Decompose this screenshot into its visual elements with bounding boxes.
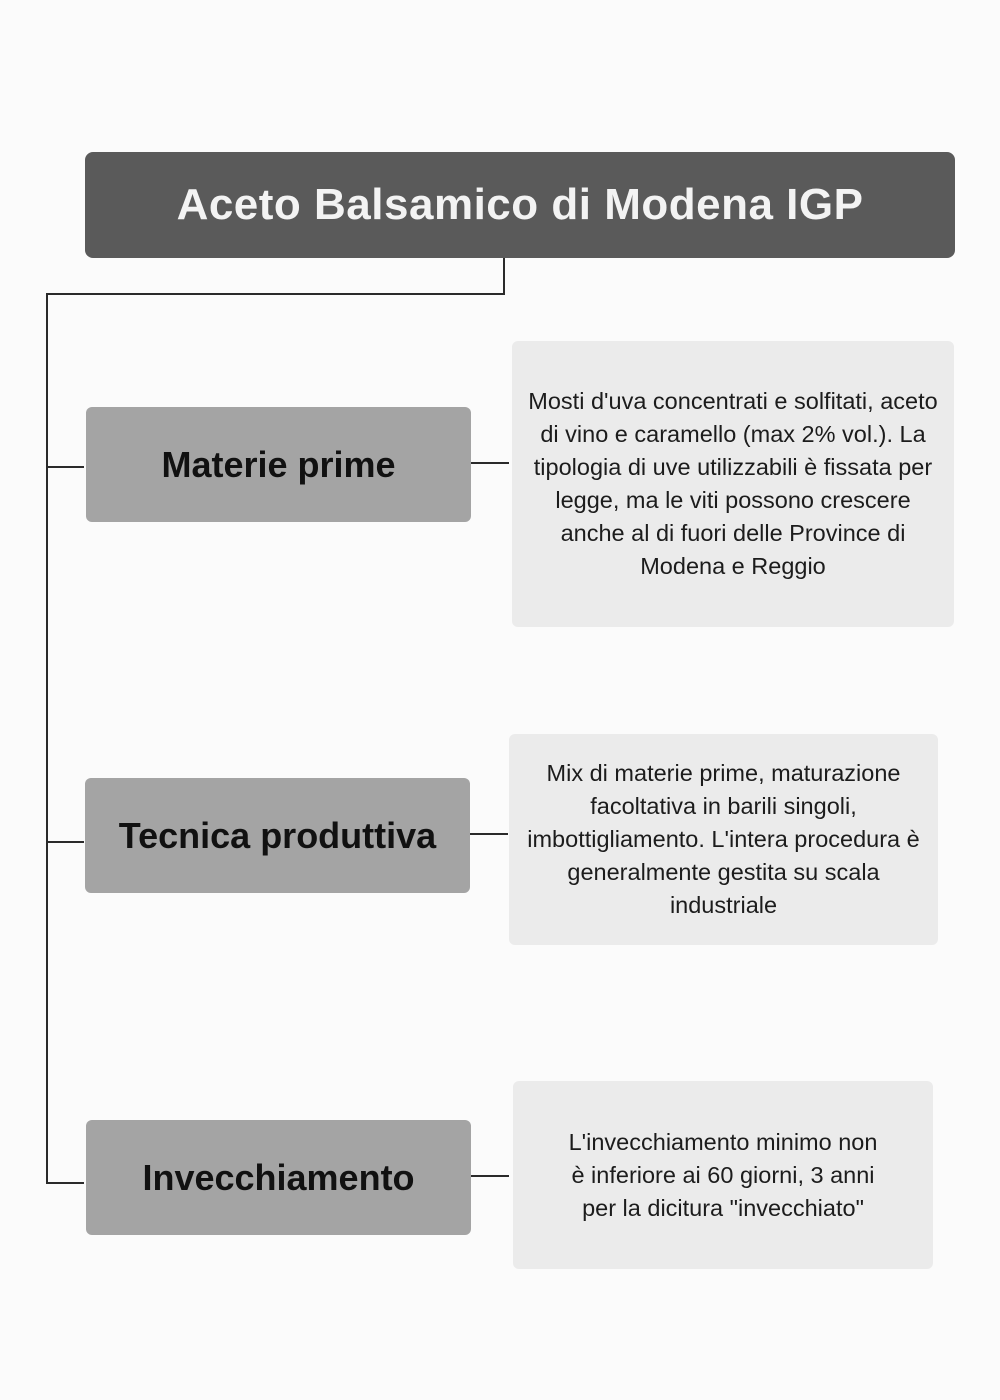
- category-box-materie-prime: [86, 407, 471, 522]
- category-label-invecchiamento: Invecchiamento: [142, 1156, 415, 1198]
- connector-title-stem: [503, 258, 505, 295]
- connector-link-tecnica-produttiva: [470, 833, 508, 835]
- connector-link-materie-prime: [471, 462, 509, 464]
- description-text-invecchiamento: L'invecchiamento minimo non è inferiore ai 60 giorni, 3 anni per la dicitura "invecchiato": [568, 1128, 878, 1221]
- connector-branch-materie-prime: [46, 466, 84, 468]
- description-text-tecnica-produttiva: Mix di materie prime, maturazione facoltativa in barili singoli, imbottigliamento. L'intera procedura è generalmente gestita su scala industriale: [527, 760, 920, 918]
- connector-branch-tecnica-produttiva: [46, 841, 84, 843]
- category-box-tecnica-produttiva: [85, 778, 470, 893]
- description-text-materie-prime: Mosti d'uva concentrati e solfitati, aceto di vino e caramello (max 2% vol.). La tipologia di uve utilizzabili è fissata per legge, ma le viti possono crescere anche al di fuori delle Province di Modena e Reggio: [528, 388, 938, 579]
- connector-vertical-spine: [46, 293, 48, 1184]
- category-label-materie-prime: Materie prime: [161, 443, 396, 485]
- connector-branch-invecchiamento: [46, 1182, 84, 1184]
- title-box: [85, 152, 955, 258]
- connector-top-horizontal: [46, 293, 505, 295]
- connector-link-invecchiamento: [471, 1175, 509, 1177]
- description-box-invecchiamento: [513, 1081, 933, 1269]
- diagram-title: Aceto Balsamico di Modena IGP: [176, 180, 864, 229]
- category-label-tecnica-produttiva: Tecnica produttiva: [118, 814, 437, 856]
- category-box-invecchiamento: [86, 1120, 471, 1235]
- description-box-tecnica-produttiva: [509, 734, 938, 945]
- description-box-materie-prime: [512, 341, 954, 627]
